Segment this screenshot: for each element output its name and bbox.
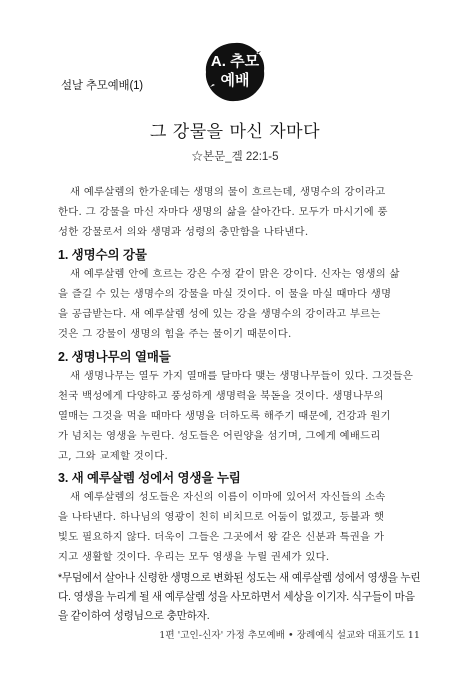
section-heading: 1. 생명수의 강물 <box>58 248 147 262</box>
section-badge <box>203 40 267 104</box>
section-tag: 설날 추모예배(1) <box>61 80 143 92</box>
quote-line: 을 같이하여 성령님으로 충만하자. <box>58 610 210 622</box>
paragraph-line: 새 예루살렘의 성도들은 자신의 이름이 이마에 있어서 자신들의 소속 <box>70 491 386 503</box>
badge-label-line2: 예배 <box>220 72 250 89</box>
paragraph-line: 을 즐길 수 있는 생명수의 강물을 마실 것이다. 이 물을 마실 때마다 생명 <box>58 288 392 300</box>
badge-label-line1: A. 추모 <box>210 53 260 70</box>
sermon-title: 그 강물을 마신 자마다 <box>149 122 320 142</box>
intro-line: 성한 강물로서 의와 생명과 성령의 충만함을 나타낸다. <box>58 226 309 238</box>
intro-line: 한다. 그 강물을 마신 자마다 생명의 삶을 살아간다. 모두가 마시기에 풍 <box>58 206 388 218</box>
paragraph-line: 고, 그와 교제할 것이다. <box>58 450 169 462</box>
intro-line: 새 예루살렘의 한가운데는 생명의 물이 흐르는데, 생명수의 강이라고 <box>70 186 386 198</box>
section-paragraph <box>58 487 418 567</box>
paragraph-line: 가 넘치는 영생을 누린다. 성도들은 어린양을 섬기며, 그에게 예배드리 <box>58 430 381 442</box>
section-paragraph <box>58 366 418 466</box>
paragraph-line: 천국 백성에게 다양하고 풍성하게 생명력을 북돋을 것이다. 생명나무의 <box>58 390 384 402</box>
intro-paragraph <box>58 182 418 242</box>
paragraph-line: 열매는 그것을 먹을 때마다 생명을 더하도록 해주기 때문에, 건강과 원기 <box>58 410 391 422</box>
page-footer: 1편 '고인-신자' 가정 추모예배 • 장례예식 설교와 대표기도 11 <box>159 630 420 641</box>
paragraph-line: 을 나타낸다. 하나님의 영광이 친히 비치므로 어둠이 없겠고, 등불과 햇 <box>58 511 385 523</box>
quote-line: 다. 영생을 누리게 될 새 예루살렘 성을 사모하면서 세상을 이기자. 식구들이 마음 <box>58 591 415 603</box>
paragraph-line: 지고 생활할 것이다. 우리는 모두 영생을 누릴 권세가 있다. <box>58 551 330 563</box>
scripture-reference: ☆본문_겔 22:1-5 <box>191 151 279 163</box>
section-heading: 2. 생명나무의 열매들 <box>58 350 171 364</box>
paragraph-line: 새 생명나무는 열두 가지 열매를 달마다 맺는 생명나무들이 있다. 그것들은 <box>70 370 414 382</box>
closing-exhortation <box>58 569 420 626</box>
section-heading: 3. 새 예루살렘 성에서 영생을 누림 <box>58 471 241 485</box>
paragraph-line: 것은 그 강물이 생명의 힘을 주는 물이기 때문이다. <box>58 328 292 340</box>
paragraph-line: 을 공급받는다. 새 예루살렘 성에 있는 강을 생명수의 강이라고 부르는 <box>58 308 381 320</box>
paragraph-line: 빛도 필요하지 않다. 더욱이 그들은 그곳에서 왕 같은 신분과 특권을 가 <box>58 531 385 543</box>
paragraph-line: 새 예루살렘 안에 흐르는 강은 수정 같이 맑은 강이다. 신자는 영생의 삶 <box>70 268 400 280</box>
section-paragraph <box>58 264 418 344</box>
quote-line: *무덤에서 살아나 신령한 생명으로 변화된 성도는 새 예루살렘 성에서 영생을 누린 <box>58 572 421 584</box>
